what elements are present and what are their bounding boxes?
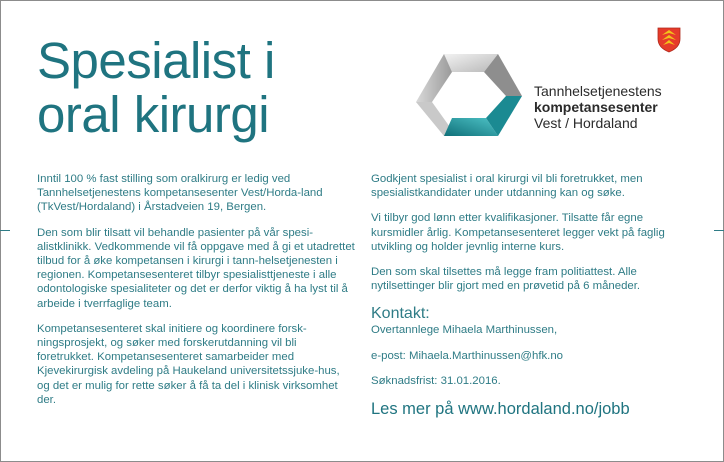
organization-logo-text: [534, 83, 662, 131]
logo-line-2: kompetansesenter: [534, 99, 658, 115]
qualification-paragraph: Godkjent spesialist i oral kirurgi vil bli foretrukket, men spesialistkandidater under utdanning kan og søke.: [371, 173, 643, 200]
right-text-column: [371, 172, 691, 419]
left-margin-mark: [0, 230, 10, 231]
research-paragraph: Kompetansesenteret skal initiere og koordinere forsk-ningsprosjekt, og søker med forskerutdanning vil bli foretrukket. Kompetansesenteret samarbeider med Kjevekirurgisk avdeling på Haukeland universitetssjuke-hus, og det er mulig for rette søker å få ta del i klinisk virksomhet der.: [37, 322, 340, 406]
duties-paragraph: Den som blir tilsatt vil behandle pasienter på vår spesi-alistklinikk. Vedkommende vil få oppgave med å gi et utadrettet tilbud for å øke kompetansen i kirurgi i tann-helsetjenesten i regionen. Kompetansesenteret tilbyr spesialisttjeneste i alle odontologiske spesialiteter og det er derfor viktig å ha lyst til å arbeide i tverrfaglige team.: [37, 226, 355, 310]
title-line-2: oral kirurgi: [37, 86, 270, 143]
application-deadline: Søknadsfrist: 31.01.2016.: [371, 374, 501, 387]
coat-of-arms-icon: [657, 27, 681, 53]
police-certificate-paragraph: Den som skal tilsettes må legge fram politiattest. Alle nytilsettinger blir gjort med en prøvetid på 6 måneder.: [371, 266, 641, 293]
contact-email: e-post: Mihaela.Marthinussen@hfk.no: [371, 349, 564, 362]
logo-line-1: Tannhelsetjenestens: [534, 83, 662, 99]
logo-line-3: Vest / Hordaland: [534, 115, 638, 131]
contact-heading: Kontakt:: [371, 305, 430, 323]
title-line-1: Spesialist i: [37, 32, 275, 89]
intro-paragraph: Inntil 100 % fast stilling som oralkirurg er ledig ved Tannhelsetjenestens kompetansesenter Vest/Horda-land (TkVest/Hordaland) i Årstadveien 19, Bergen.: [37, 173, 323, 214]
hexagon-ribbon-logo-icon: [414, 52, 524, 138]
offer-paragraph: Vi tilbyr god lønn etter kvalifikasjoner. Tilsatte får egne kursmidler årlig. Kompetansesenteret legger vekt på faglig utvikling og holder jevnlig interne kurs.: [371, 212, 665, 253]
left-text-column: [37, 172, 355, 418]
page-title: [37, 34, 275, 142]
right-margin-mark: [714, 230, 724, 231]
more-info-link[interactable]: Les mer på www.hordaland.no/jobb: [371, 400, 630, 419]
contact-name: Overtannlege Mihaela Marthinussen,: [371, 324, 558, 337]
